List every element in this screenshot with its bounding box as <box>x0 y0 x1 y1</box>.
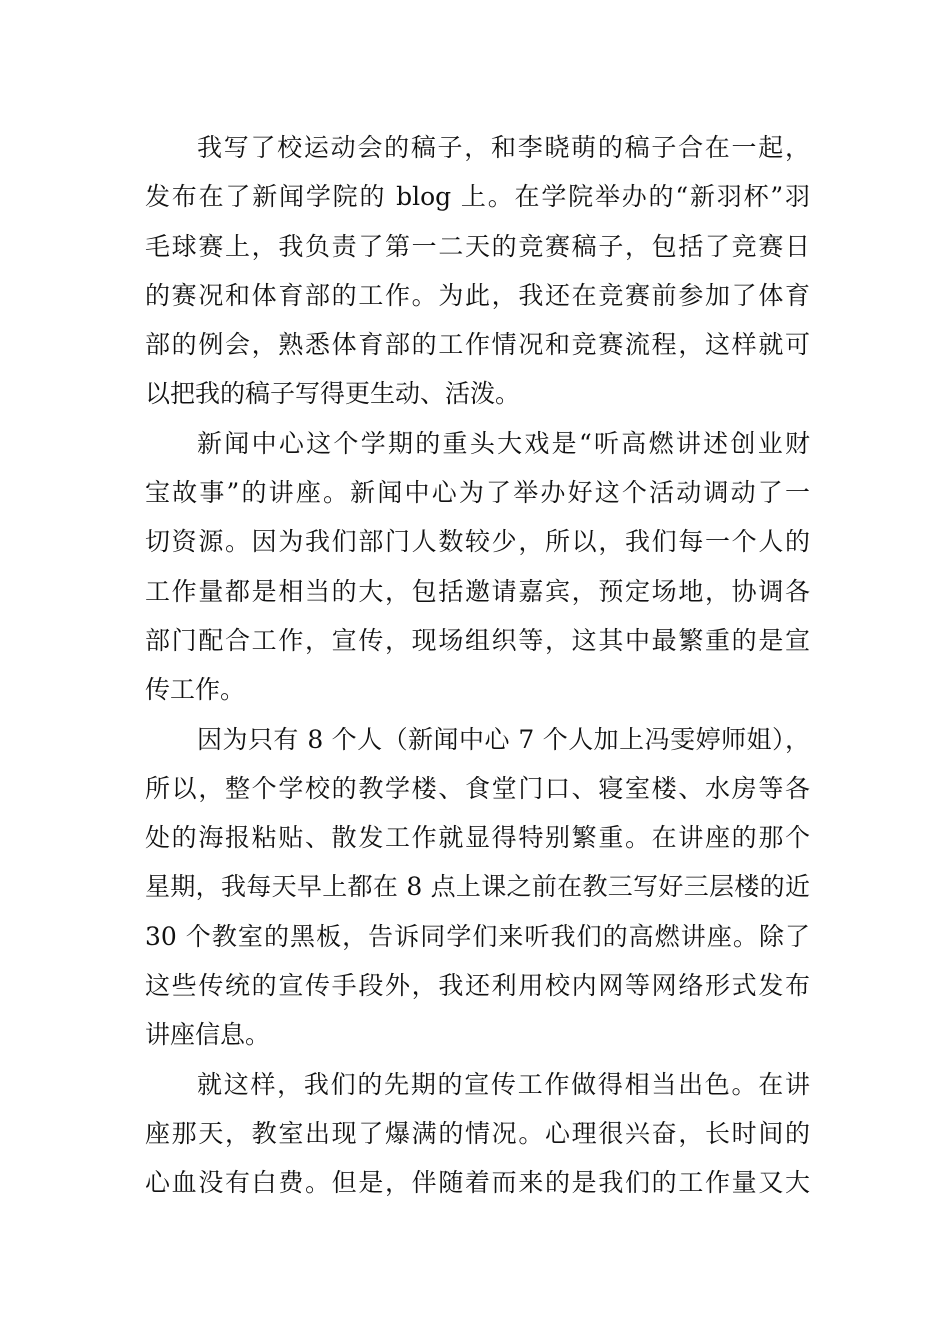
paragraph-line: 切资源。因为我们部门人数较少，所以，我们每一个人的 <box>145 527 810 557</box>
paragraph-line: 新闻中心这个学期的重头大戏是“听高燃讲述创业财 <box>197 428 810 458</box>
paragraph-2 <box>145 419 810 715</box>
paragraph-line: 这些传统的宣传手段外，我还利用校内网等网络形式发布 <box>145 971 810 1001</box>
paragraph-line: 以把我的稿子写得更生动、活泼。 <box>145 379 521 409</box>
paragraph-line: 宝故事”的讲座。新闻中心为了举办好这个活动调动了一 <box>145 478 810 508</box>
paragraph-line: 部的例会，熟悉体育部的工作情况和竞赛流程，这样就可 <box>145 330 810 360</box>
paragraph-line: 因为只有 8 个人（新闻中心 7 个人加上冯雯婷师姐）， <box>197 724 810 754</box>
paragraph-line: 部门配合工作，宣传，现场组织等，这其中最繁重的是宣 <box>145 625 810 655</box>
paragraph-line: 心血没有白费。但是，伴随着而来的是我们的工作量又大 <box>145 1168 810 1198</box>
paragraph-1 <box>145 123 810 419</box>
paragraph-line: 星期，我每天早上都在 8 点上课之前在教三写好三层楼的近 <box>145 872 810 902</box>
paragraph-line: 30 个教室的黑板，告诉同学们来听我们的高燃讲座。除了 <box>145 921 810 951</box>
paragraph-line: 所以，整个学校的教学楼、食堂门口、寝室楼、水房等各 <box>145 773 810 803</box>
paragraph-3 <box>145 715 810 1060</box>
paragraph-line: 讲座信息。 <box>145 1020 271 1050</box>
paragraph-line: 传工作。 <box>145 675 246 705</box>
paragraph-line: 我写了校运动会的稿子，和李晓萌的稿子合在一起， <box>197 133 810 162</box>
paragraph-line: 就这样，我们的先期的宣传工作做得相当出色。在讲 <box>197 1069 810 1099</box>
paragraph-4 <box>145 1060 810 1208</box>
paragraph-line: 发布在了新闻学院的 blog 上。在学院举办的“新羽杯”羽 <box>145 182 810 212</box>
paragraph-line: 座那天，教室出现了爆满的情况。心理很兴奋，长时间的 <box>145 1118 810 1148</box>
paragraph-line: 工作量都是相当的大，包括邀请嘉宾，预定场地，协调各 <box>145 576 810 606</box>
paragraph-line: 处的海报粘贴、散发工作就显得特别繁重。在讲座的那个 <box>145 823 810 853</box>
paragraph-line: 毛球赛上，我负责了第一二天的竞赛稿子，包括了竞赛日 <box>145 231 810 261</box>
paragraph-line: 的赛况和体育部的工作。为此，我还在竞赛前参加了体育 <box>145 280 810 310</box>
document-body <box>145 123 810 1208</box>
